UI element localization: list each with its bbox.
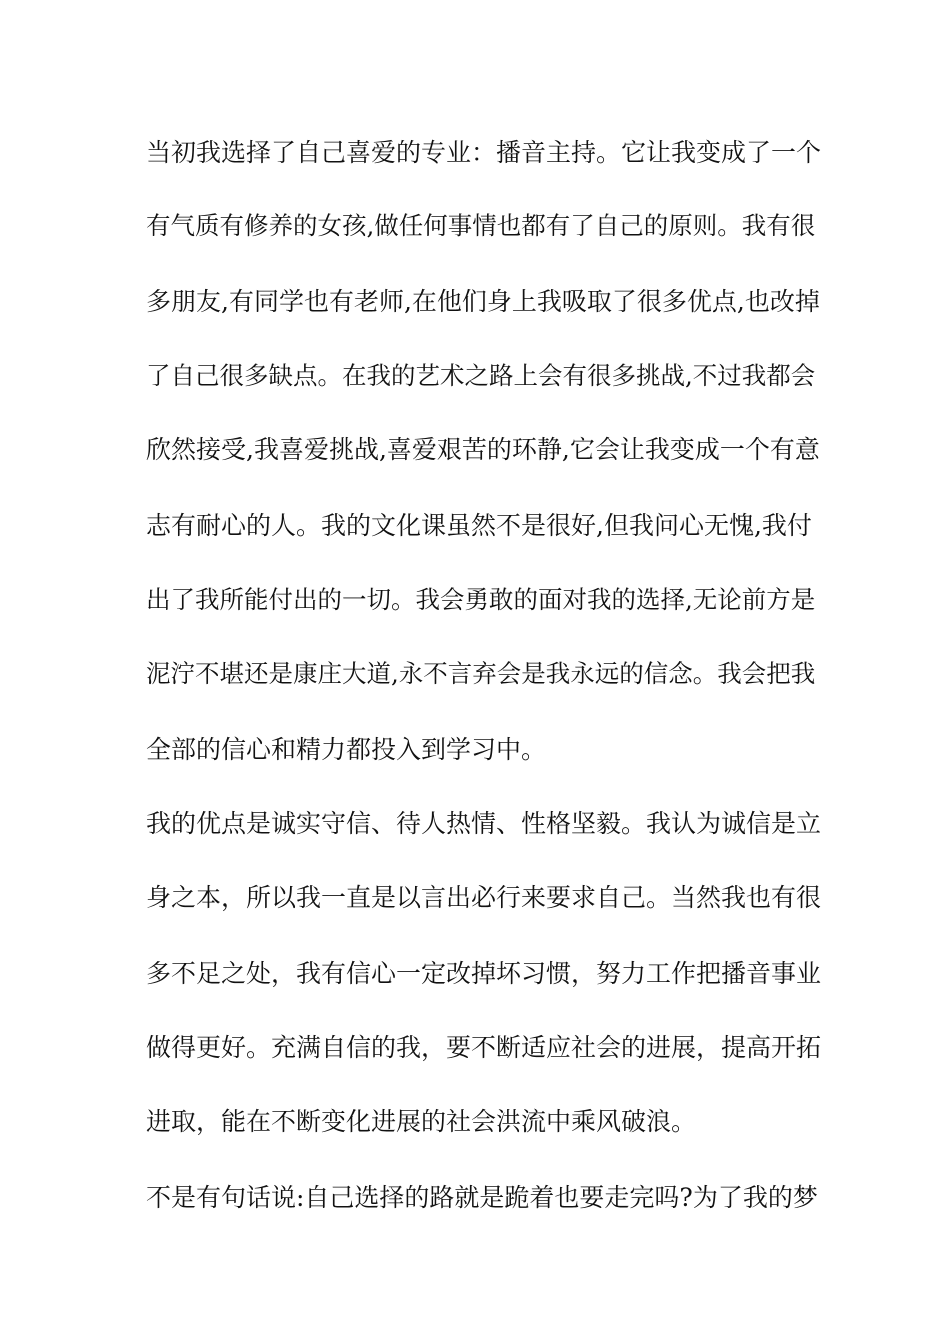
text-line: 欣然接受,我喜爱挑战,喜爱艰苦的环静,它会让我变成一个有意	[146, 435, 820, 464]
text-line: 当初我选择了自己喜爱的专业：播音主持。它让我变成了一个	[146, 138, 822, 167]
text-line: 了自己很多缺点。在我的艺术之路上会有很多挑战,不过我都会	[146, 361, 816, 390]
text-line: 我的优点是诚实守信、待人热情、性格坚毅。我认为诚信是立	[146, 809, 822, 838]
text-line: 多不足之处，我有信心一定改掉坏习惯，努力工作把播音事业	[146, 959, 822, 988]
text-line: 做得更好。充满自信的我，要不断适应社会的进展，提高开拓	[146, 1033, 822, 1062]
text-line: 多朋友,有同学也有老师,在他们身上我吸取了很多优点,也改掉	[146, 287, 820, 316]
text-line: 全部的信心和精力都投入到学习中。	[146, 735, 547, 764]
text-line: 不是有句话说:自己选择的路就是跪着也要走完吗?为了我的梦	[146, 1183, 818, 1212]
text-line: 泥泞不堪还是康庄大道,永不言弃会是我永远的信念。我会把我	[146, 659, 816, 688]
text-line: 进取，能在不断变化进展的社会洪流中乘风破浪。	[146, 1107, 697, 1136]
text-line: 有气质有修养的女孩,做任何事情也都有了自己的原则。我有很	[146, 211, 816, 240]
text-line: 志有耐心的人。我的文化课虽然不是很好,但我问心无愧,我付	[146, 511, 812, 540]
text-line: 身之本，所以我一直是以言出必行来要求自己。当然我也有很	[146, 883, 822, 912]
text-line: 出了我所能付出的一切。我会勇敢的面对我的选择,无论前方是	[146, 585, 816, 614]
